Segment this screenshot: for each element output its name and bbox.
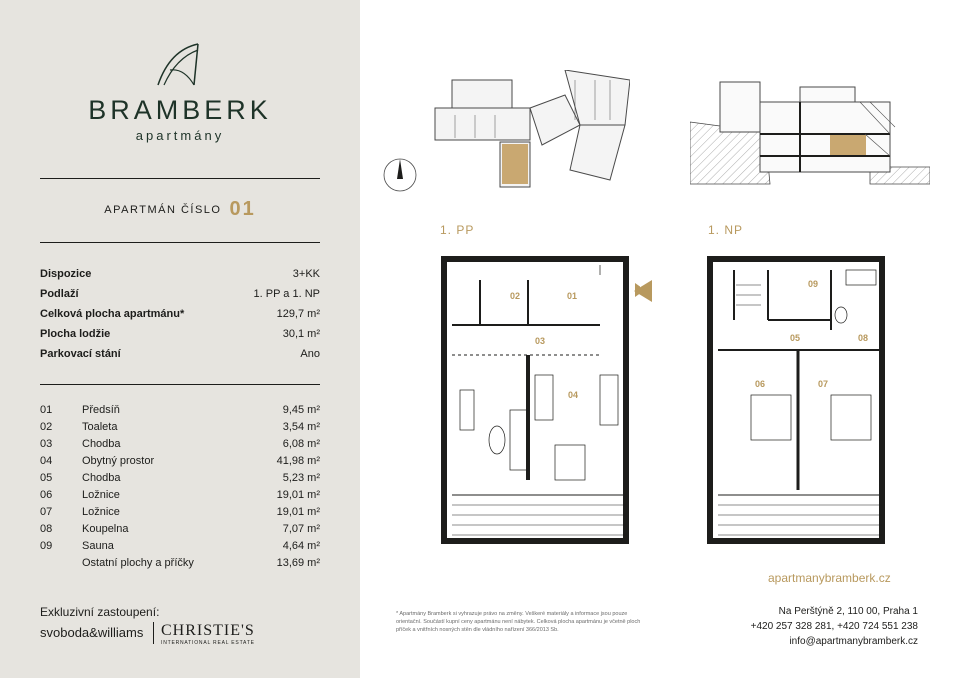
room-name: Ostatní plochy a příčky [82,557,194,569]
room-area: 5,23 m² [282,472,320,484]
spec-key: Parkovací stání [40,348,121,360]
spec-key: Plocha lodžie [40,328,111,340]
spec-value: 129,7 m² [276,308,320,320]
room-label: 06 [755,379,766,389]
room-name: Toaleta [82,421,118,433]
partner-logo-sub: INTERNATIONAL REAL ESTATE [161,640,255,646]
section-drawing [690,72,930,190]
room-number: 01 [40,404,53,416]
spec-value: Ano [300,348,320,360]
site-plan-drawing [430,70,630,190]
divider [40,384,320,385]
brand-subtitle: apartmány [135,128,225,143]
floor-plan-pp [440,255,640,550]
entrance-arrow-icon [632,278,654,304]
spec-row [40,328,320,340]
spec-row [40,268,320,280]
room-area: 19,01 m² [276,489,320,501]
room-area: 9,45 m² [282,404,320,416]
room-area: 6,08 m² [282,438,320,450]
room-name: Ložnice [82,506,120,518]
logo-divider [153,622,154,644]
room-label: 08 [858,333,869,343]
apartment-number: 01 [229,198,256,220]
bramberk-logo-icon [150,40,210,90]
room-area: 13,69 m² [276,557,320,569]
representation-label: Exkluzivní zastoupení: [40,605,160,619]
room-number: 04 [40,455,53,467]
floor-label-pp: 1. PP [440,223,475,237]
room-name: Obytný prostor [82,455,155,467]
brand-name: BRAMBERK [88,95,272,125]
room-area: 7,07 m² [282,523,320,535]
room-label: 09 [808,279,819,289]
room-number: 07 [40,506,53,518]
website-link[interactable]: apartmanybramberk.cz [768,571,891,585]
room-label: 04 [568,390,579,400]
address: Na Perštýně 2, 110 00, Praha 1 [778,606,918,617]
room-area: 3,54 m² [282,421,320,433]
floor-label-np: 1. NP [708,223,744,237]
room-number: 09 [40,540,53,552]
partner-logo: CHRISTIE'S [161,622,255,639]
apartment-title [0,198,360,221]
room-number: 03 [40,438,53,450]
email-link[interactable]: info@apartmanybramberk.cz [789,636,918,647]
room-label: 01 [567,291,578,301]
north-arrow-icon [380,155,420,195]
spec-key: Dispozice [40,268,92,280]
room-number: 08 [40,523,53,535]
spec-row [40,288,320,300]
divider [40,242,320,243]
room-name: Sauna [82,540,114,552]
room-name: Předsíň [82,404,120,416]
room-area: 4,64 m² [282,540,320,552]
spec-row [40,308,320,320]
disclaimer: * Apartmány Bramberk si vyhrazuje právo na změny. Veškeré materiály a informace jsou pouze orientační. Součástí kupní ceny apartmánu není nábytek. Celková plocha apartmánu je včetně ploch příček a vnitřních nosných stěn dle vládního nařízení 366/2013 Sb. [396,611,641,633]
spec-value: 1. PP a 1. NP [253,288,320,300]
phones: +420 257 328 281, +420 724 551 238 [750,621,918,632]
divider [40,178,320,179]
room-label: 05 [790,333,801,343]
room-number: 05 [40,472,53,484]
room-area: 19,01 m² [276,506,320,518]
room-number: 02 [40,421,53,433]
room-name: Ložnice [82,489,120,501]
room-area: 41,98 m² [276,455,320,467]
room-label: 07 [818,379,829,389]
spec-key: Celková plocha apartmánu* [40,308,185,320]
sidebar [0,0,360,678]
room-label: 03 [535,336,546,346]
spec-value: 30,1 m² [282,328,320,340]
room-name: Chodba [82,438,121,450]
apartment-label: APARTMÁN ČÍSLO [104,204,222,216]
room-number: 06 [40,489,53,501]
spec-value: 3+KK [292,268,320,280]
spec-key: Podlaží [40,288,79,300]
spec-row [40,348,320,360]
room-name: Chodba [82,472,121,484]
agency-logo: svoboda&williams [40,625,144,640]
room-label: 02 [510,291,521,301]
room-name: Koupelna [82,523,129,535]
floor-plan-np [706,255,896,550]
